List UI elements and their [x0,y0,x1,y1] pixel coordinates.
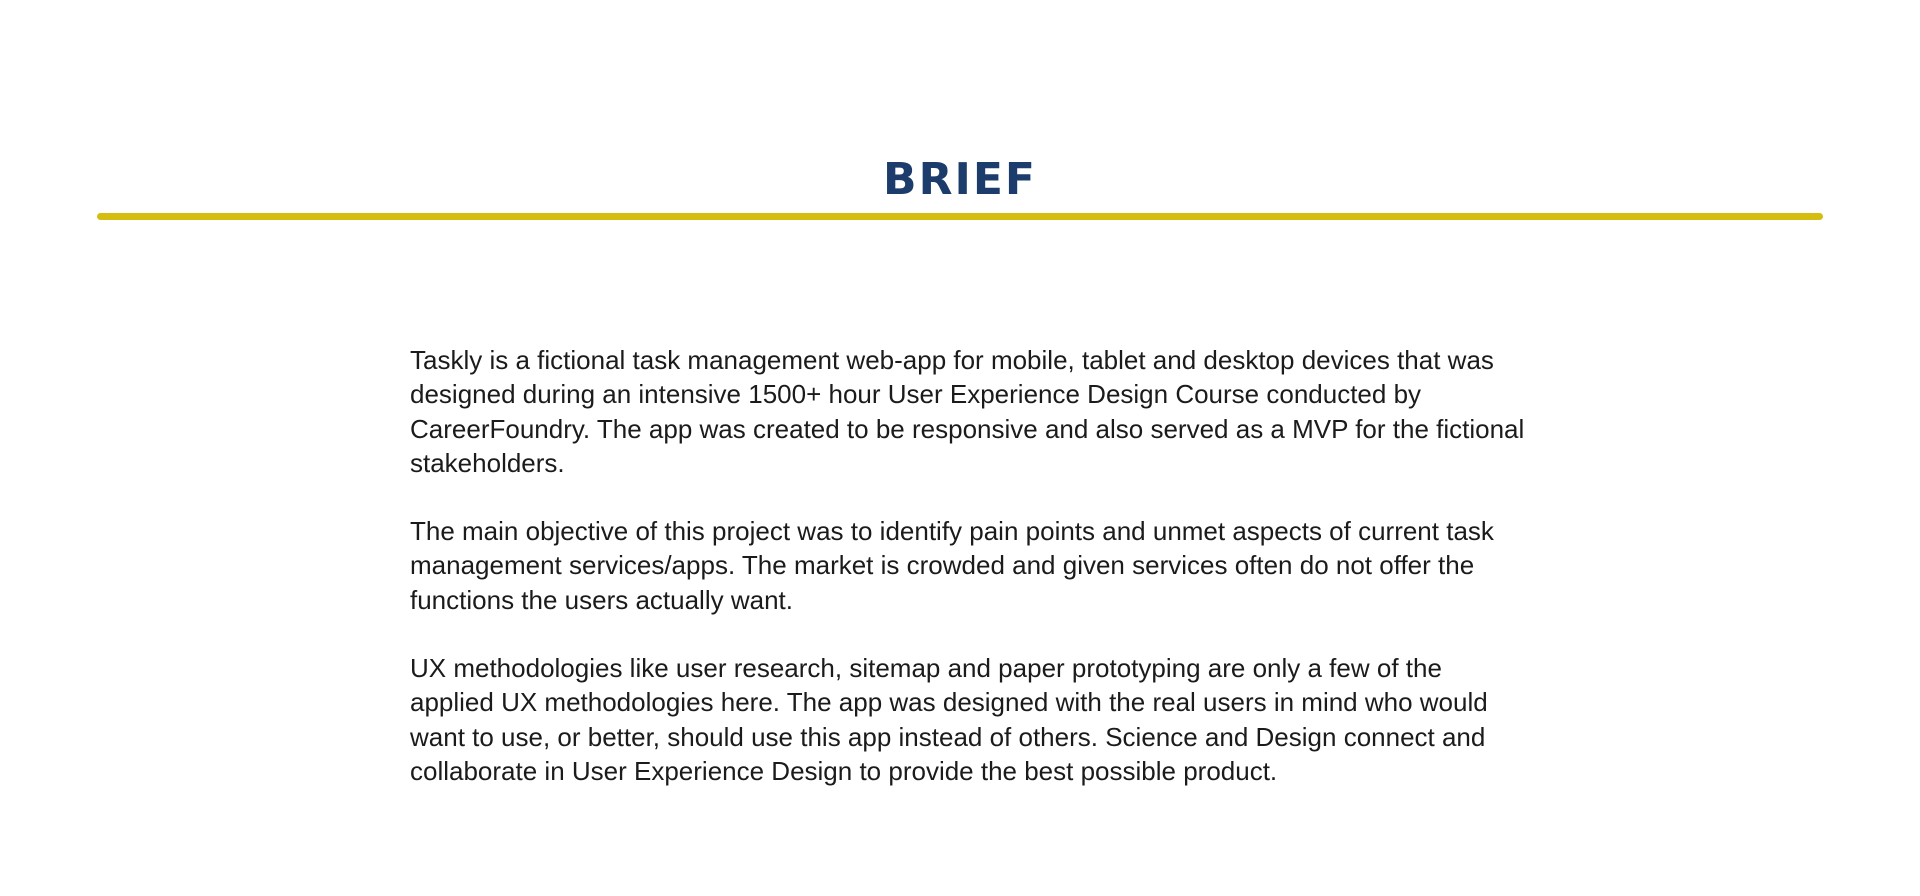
brief-paragraph: The main objective of this project was to identify pain points and unmet aspects of current task management services/apps. The market is crowded and given services often do not offer the functions the users actually want. [410,516,1494,615]
brief-paragraph: UX methodologies like user research, sitemap and paper prototyping are only a few of the applied UX methodologies here. The app was designed with the real users in mind who would want to use, or better, should use this app instead of others. Science and Design connect and collaborate in User Experience Design to provide the best possible product. [410,653,1488,786]
section-divider [97,213,1823,220]
brief-paragraph: Taskly is a fictional task management web-app for mobile, tablet and desktop devices that was designed during an intensive 1500+ hour User Experience Design Course conducted by CareerFoundry. The app was created to be responsive and also served as a MVP for the fictional stakeholders. [410,345,1525,478]
brief-body [410,343,1530,822]
section-title: BRIEF [883,154,1037,205]
